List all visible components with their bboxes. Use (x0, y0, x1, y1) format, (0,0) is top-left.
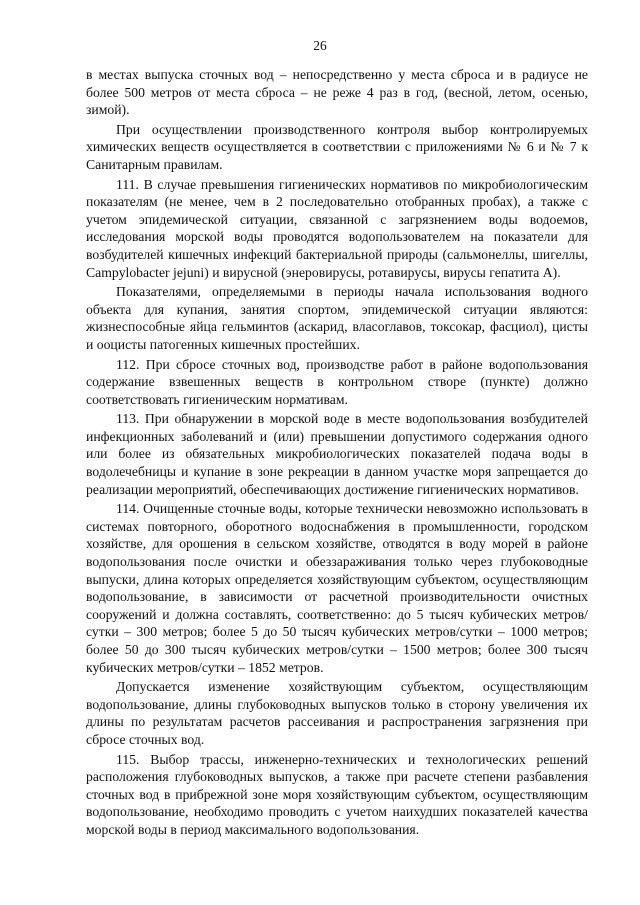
document-body (86, 66, 588, 841)
paragraph-chemical-control: При осуществлении производственного контроля выбор контролируемых химических веществ осуществляется в соответствии с приложениями № 6 и № 7 к Санитарным правилам. (86, 121, 588, 172)
paragraph-item-112: 112. При сбросе сточных вод, производстве работ в районе водопользования содержание взвешенных веществ в контрольном створе (пункте) должно соответствовать гигиеническим нормативам. (86, 356, 588, 407)
paragraph-item-111: 111. В случае превышения гигиенических нормативов по микробиологическим показателям (не менее, чем в 2 последовательно отобранных пробах), а также с учетом эпидемической ситуации, связанной с загрязнением воды водоемов, исследования морской воды проводятся водопользователем на показатели для возбудителей кишечных инфекций бактериальной природы (сальмонеллы, шигеллы, Campylobacter jejuni) и вирусной (энеровирусы, ротавирусы, вирусы гепатита А). (86, 176, 588, 280)
paragraph-item-113: 113. При обнаружении в морской воде в месте водопользования возбудителей инфекционных заболеваний и (или) превышении допустимого содержания одного или более из обязательных микробиологических показателей подача воды в водолечебницы и купание в зоне рекреации в данном участке моря запрещается до реализации мероприятий, обеспечивающих достижение гигиенических нормативов. (86, 411, 588, 497)
paragraph-item-114: 114. Очищенные сточные воды, которые технически невозможно использовать в системах повторного, оборотного водоснабжения в промышленности, городском хозяйстве, для орошения в сельском хозяйстве, отводятся в воду морей в районе водопользования после очистки и обеззараживания только через глубоководные выпуски, длина которых определяется хозяйствующим субъектом, осуществляющим водопользование, в зависимости от расчетной производительности очистных сооружений и должна составлять, соответственно: до 5 тысяч кубических метров/сутки – 300 метров; более 5 до 50 тысяч кубических метров/сутки – 1000 метров; более 50 до 300 тысяч кубических метров/сутки – 1500 метров; более 300 тысяч кубических метров/сутки – 1852 метров. (86, 501, 588, 675)
paragraph-outlet-length-change: Допускается изменение хозяйствующим субъектом, осуществляющим водопользование, длины глубоководных выпусков только в сторону увеличения их длины по результатам расчетов рассеивания и распространения загрязнения при сбросе сточных вод. (86, 679, 588, 747)
paragraph-parasitology-indicators: Показателями, определяемыми в периоды начала использования водного объекта для купания, занятия спортом, эпидемической ситуации являются: жизнеспособные яйца гельминтов (аскарид, власоглавов, токсокар, фасциол), цисты и ооцисты патогенных кишечных простейших. (86, 284, 588, 352)
paragraph-continuation: в местах выпуска сточных вод – непосредственно у места сброса и в радиусе не более 500 метров от места сброса – не реже 4 раз в год, (весной, летом, осенью, зимой). (86, 67, 588, 118)
paragraph-item-115: 115. Выбор трассы, инженерно-технических и технологических решений расположения глубоководных выпусков, а также при расчете степени разбавления сточных вод в прибрежной зоне моря хозяйствующим субъектом, осуществляющим водопользование, необходимо проводить с учетом наихудших показателей качества морской воды в период максимального водопользования. (86, 751, 588, 837)
page-number: 26 (313, 38, 327, 53)
